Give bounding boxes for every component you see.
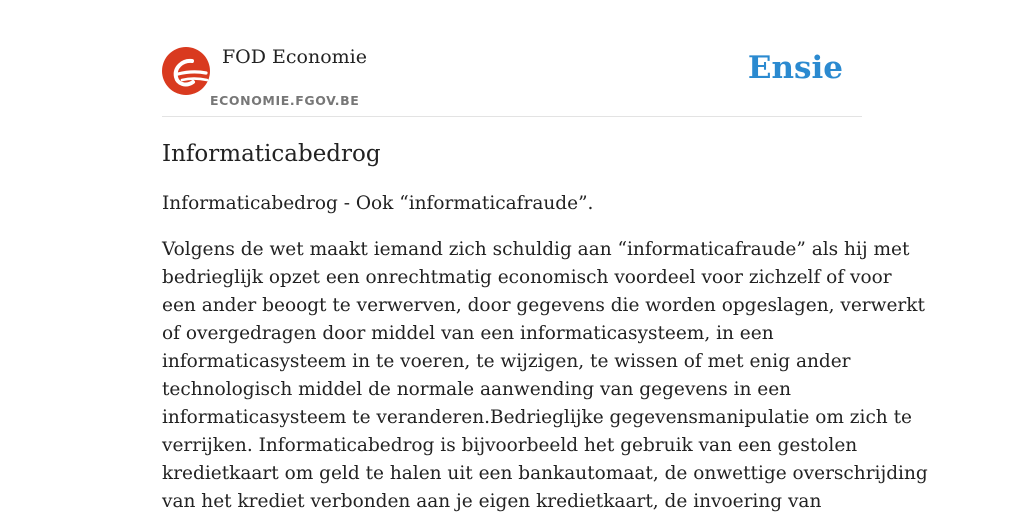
body-line: Volgens de wet maakt iemand zich schuldig aan “informaticafraude” als hij met [162,239,910,260]
body-line: informaticasysteem in te voeren, te wijzigen, te wissen of met enig ander [162,351,851,372]
article-summary: Informaticabedrog - Ook “informaticafraude”. [162,193,594,214]
org-url-link[interactable]: ECONOMIE.FGOV.BE [210,93,360,108]
body-line: een ander beoogt te verwerven, door gegevens die worden opgeslagen, verwerkt [162,295,925,316]
org-name[interactable]: FOD Economie [222,46,367,68]
body-line: bedrieglijk opzet een onrechtmatig economisch voordeel voor zichzelf of voor [162,267,892,288]
body-line: van het krediet verbonden aan je eigen kredietkaart, de invoering van [162,491,822,512]
body-line: kredietkaart om geld te halen uit een bankautomaat, de onwettige overschrijding [162,463,928,484]
article-body [162,236,928,512]
body-line: verrijken. Informaticabedrog is bijvoorbeeld het gebruik van een gestolen [162,435,858,456]
body-line: technologisch middel de normale aanwending van gegevens in een [162,379,792,400]
article-title: Informaticabedrog [162,141,381,167]
body-line: of overgedragen door middel van een informaticasysteem, in een [162,323,774,344]
fod-economie-logo-icon[interactable] [162,47,210,95]
article [162,138,928,512]
header [162,40,862,117]
body-line: informaticasysteem te veranderen.Bedrieglijke gegevensmanipulatie om zich te [162,407,912,428]
ensie-brand-logo[interactable]: Ensie [747,50,843,86]
